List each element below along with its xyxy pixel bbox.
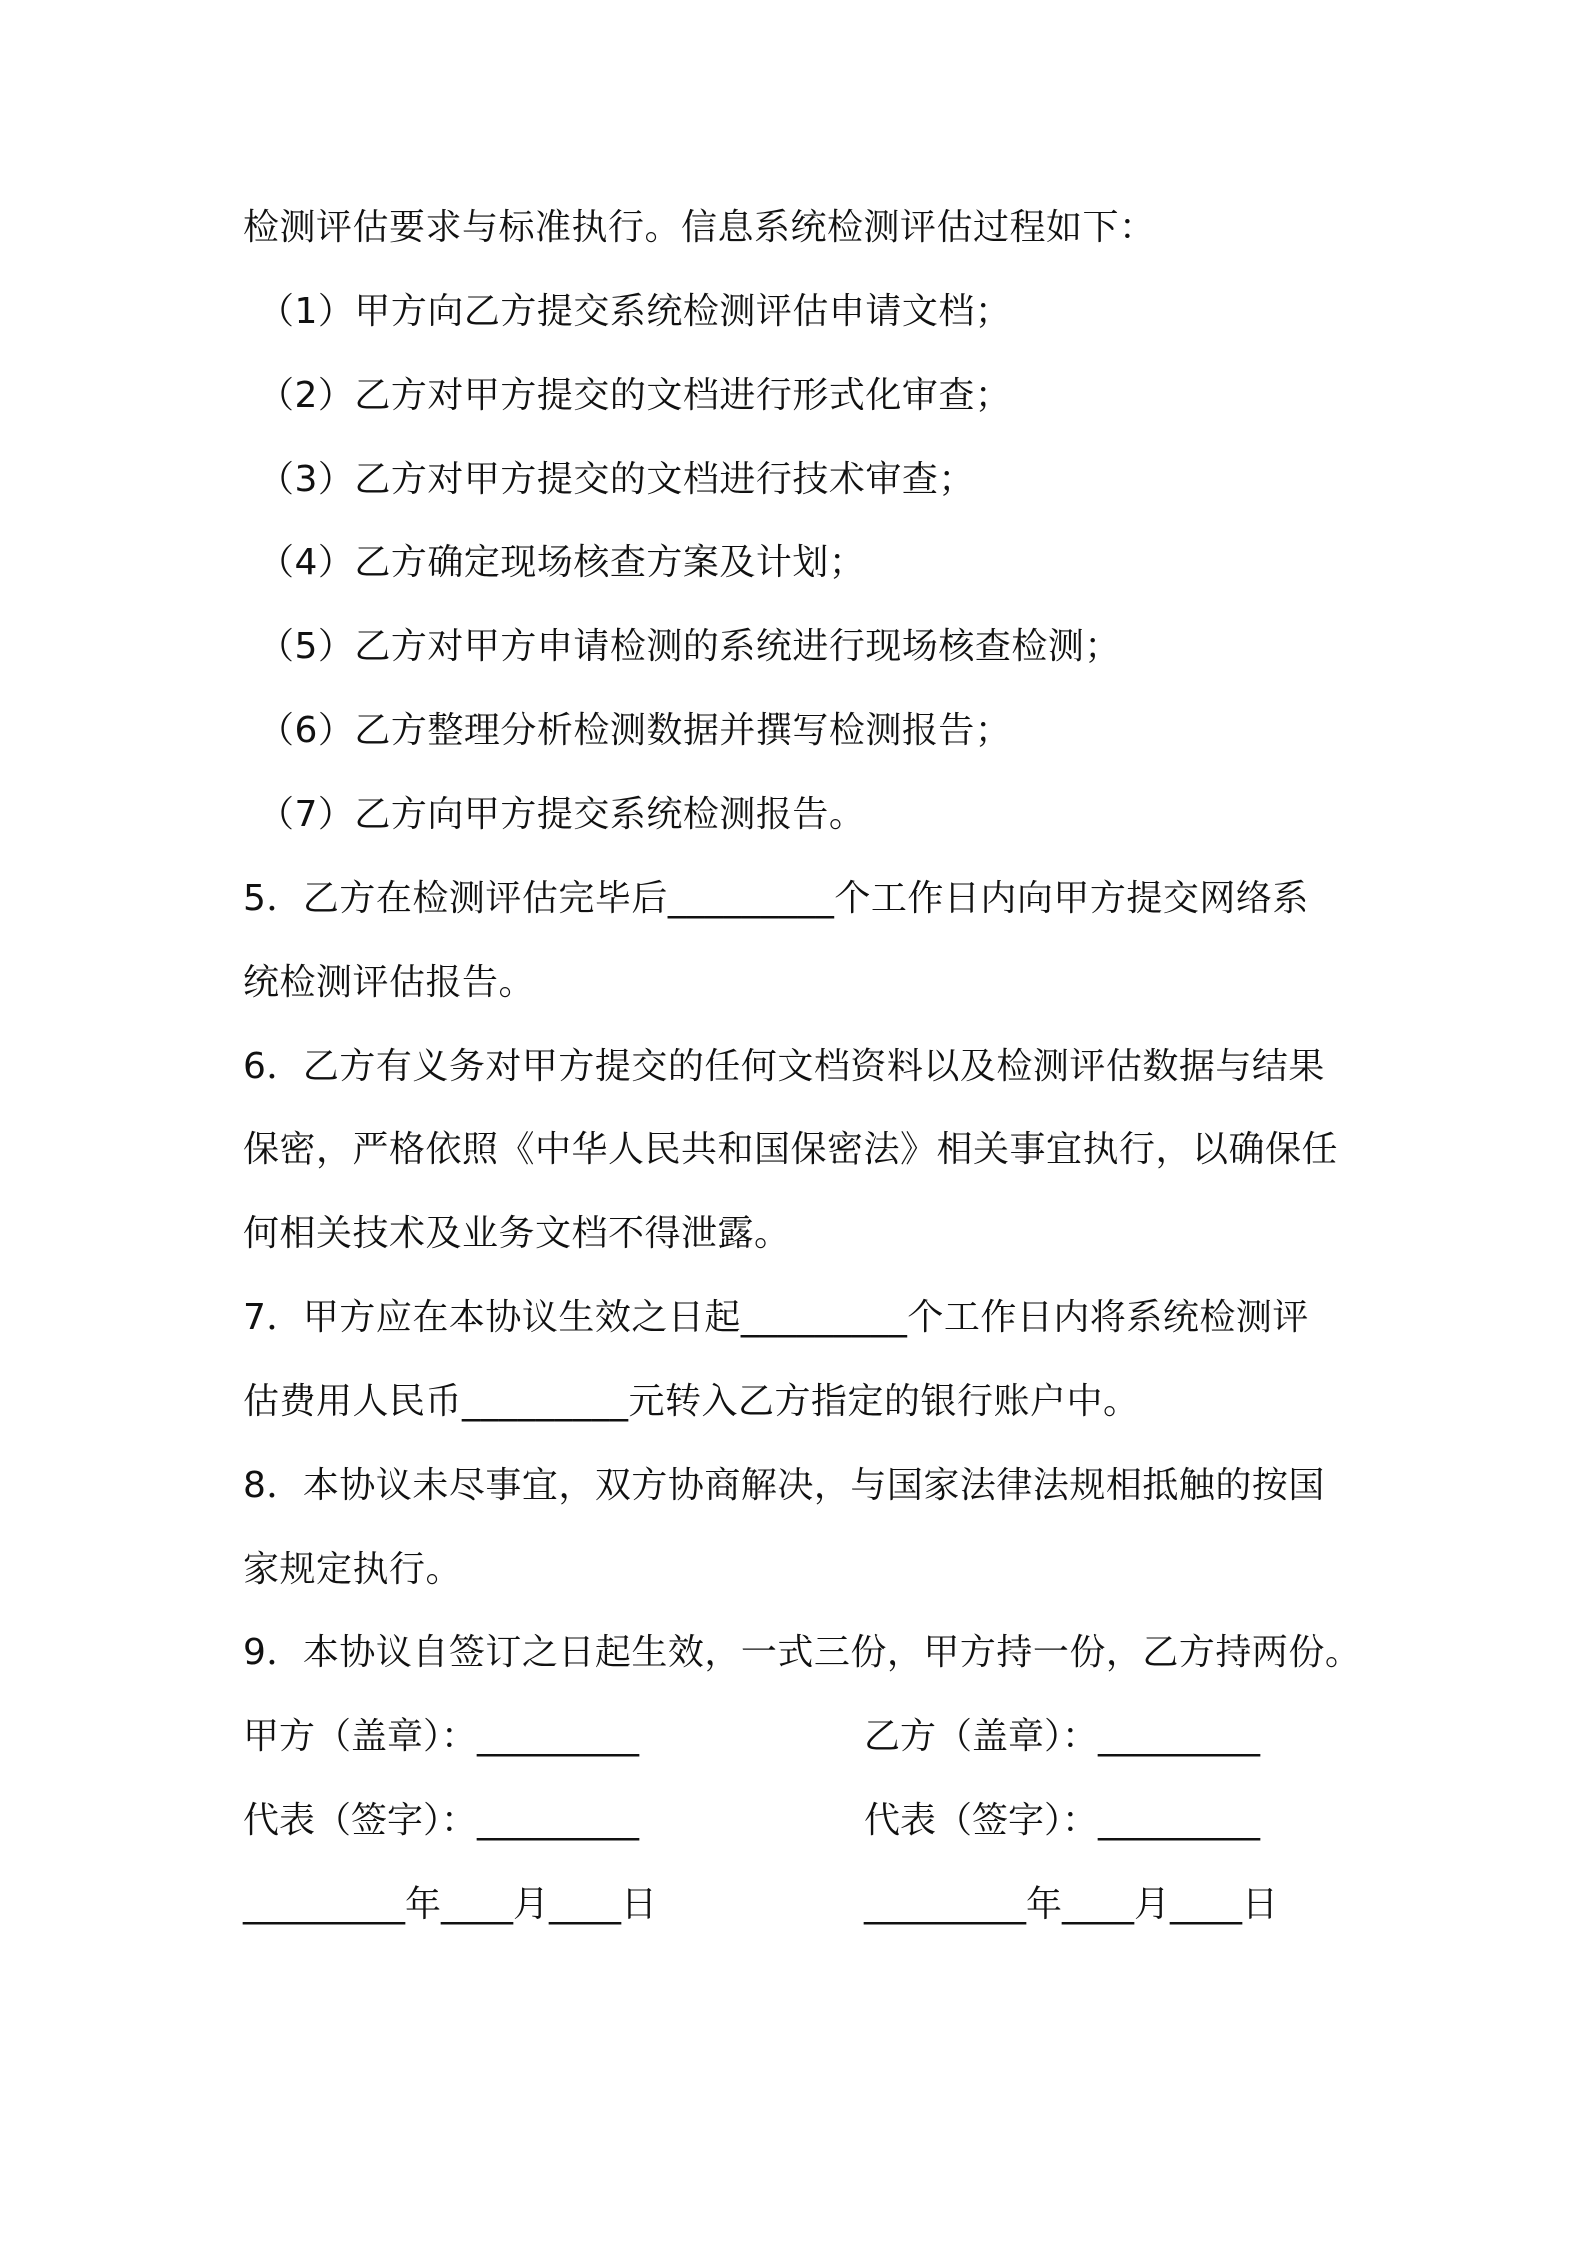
- clause-5-line-2: 统检测评估报告。: [243, 962, 536, 1003]
- step-1: （1）甲方向乙方提交系统检测评估申请文档；: [258, 291, 1012, 332]
- party-b-date-field: _________年____月____日: [864, 1884, 1278, 1925]
- clause-8-line-2: 家规定执行。: [243, 1549, 463, 1590]
- clause-7-line-1: 7．甲方应在本协议生效之日起_________个工作日内将系统检测评: [243, 1297, 1309, 1338]
- step-4: （4）乙方确定现场核查方案及计划；: [258, 542, 866, 583]
- party-b-seal-field: 乙方（盖章）：_________: [864, 1716, 1261, 1757]
- step-7: （7）乙方向甲方提交系统检测报告。: [258, 794, 866, 835]
- clause-8-line-1: 8．本协议未尽事宜，双方协商解决，与国家法律法规相抵触的按国: [243, 1465, 1325, 1506]
- party-b-representative-field: 代表（签字）：_________: [864, 1800, 1261, 1841]
- party-a-date-field: _________年____月____日: [243, 1884, 657, 1925]
- step-2: （2）乙方对甲方提交的文档进行形式化审查；: [258, 375, 1012, 416]
- clause-6-line-1: 6．乙方有义务对甲方提交的任何文档资料以及检测评估数据与结果: [243, 1046, 1325, 1087]
- clause-7-line-2: 估费用人民币_________元转入乙方指定的银行账户中。: [243, 1381, 1140, 1422]
- step-3: （3）乙方对甲方提交的文档进行技术审查；: [258, 459, 975, 500]
- party-a-seal-field: 甲方（盖章）：_________: [243, 1716, 640, 1757]
- intro-tail-text: 检测评估要求与标准执行。信息系统检测评估过程如下：: [243, 207, 1156, 248]
- clause-6-line-3: 何相关技术及业务文档不得泄露。: [243, 1213, 791, 1254]
- step-5: （5）乙方对甲方申请检测的系统进行现场核查检测；: [258, 626, 1121, 667]
- party-a-representative-field: 代表（签字）：_________: [243, 1800, 640, 1841]
- clause-5-line-1: 5．乙方在检测评估完毕后_________个工作日内向甲方提交网络系: [243, 878, 1309, 919]
- clause-9: 9．本协议自签订之日起生效，一式三份，甲方持一份，乙方持两份。: [243, 1632, 1362, 1673]
- clause-6-line-2: 保密，严格依照《中华人民共和国保密法》相关事宜执行，以确保任: [243, 1129, 1339, 1170]
- step-6: （6）乙方整理分析检测数据并撰写检测报告；: [258, 710, 1012, 751]
